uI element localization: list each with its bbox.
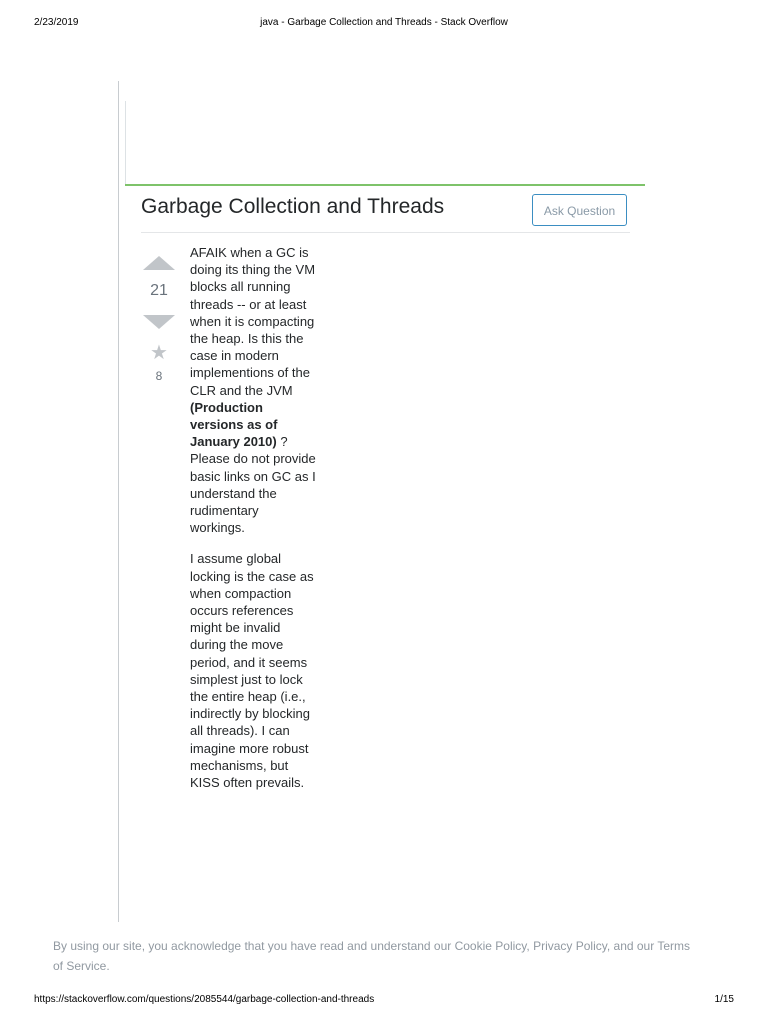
- question-paragraph-1: [190, 244, 316, 536]
- question-paragraph-2: I assume global locking is the case as when compaction occurs references might be invalid during the move period, and it seems simplest just to lock the entire heap (i.e., indirectly by blocking all threads). I can imagine more robust mechanisms, but KISS often prevails.: [190, 551, 314, 791]
- ask-question-button[interactable]: Ask Question: [532, 194, 627, 226]
- paragraph-bold-text: (Production versions as of January 2010): [190, 399, 278, 450]
- content-left-border: [118, 81, 119, 922]
- print-footer: [34, 994, 734, 1008]
- print-page-title: java - Garbage Collection and Threads - Stack Overflow: [260, 17, 508, 28]
- favorite-count: 8: [155, 369, 163, 383]
- star-icon[interactable]: ★: [150, 342, 168, 364]
- vote-count: 21: [150, 282, 168, 299]
- arrow-down-icon[interactable]: [143, 315, 175, 329]
- print-date: 2/23/2019: [34, 17, 79, 28]
- print-header: [34, 17, 734, 31]
- ad-frame-border: [125, 101, 126, 185]
- question-header: [141, 190, 630, 233]
- cookie-notice: By using our site, you acknowledge that you have read and understand our Cookie Policy, Privacy Policy, and our Terms of Service.: [53, 939, 691, 973]
- paragraph-text: AFAIK when a GC is doing its thing the VM blocks all running threads -- or at least when it is compacting the heap. Is this the case in modern implementions of the CLR and the JVM: [190, 245, 316, 398]
- arrow-up-icon[interactable]: [143, 256, 175, 270]
- print-url: https://stackoverflow.com/questions/2085544/garbage-collection-and-threads: [34, 994, 375, 1005]
- header-accent-rule: [125, 184, 645, 186]
- question-body: [190, 244, 316, 805]
- print-page-number: 1/15: [714, 994, 734, 1005]
- paragraph-text: ? Please do not provide basic links on GC as I understand the rudimentary workings.: [190, 434, 316, 536]
- question-title[interactable]: Garbage Collection and Threads: [141, 195, 445, 218]
